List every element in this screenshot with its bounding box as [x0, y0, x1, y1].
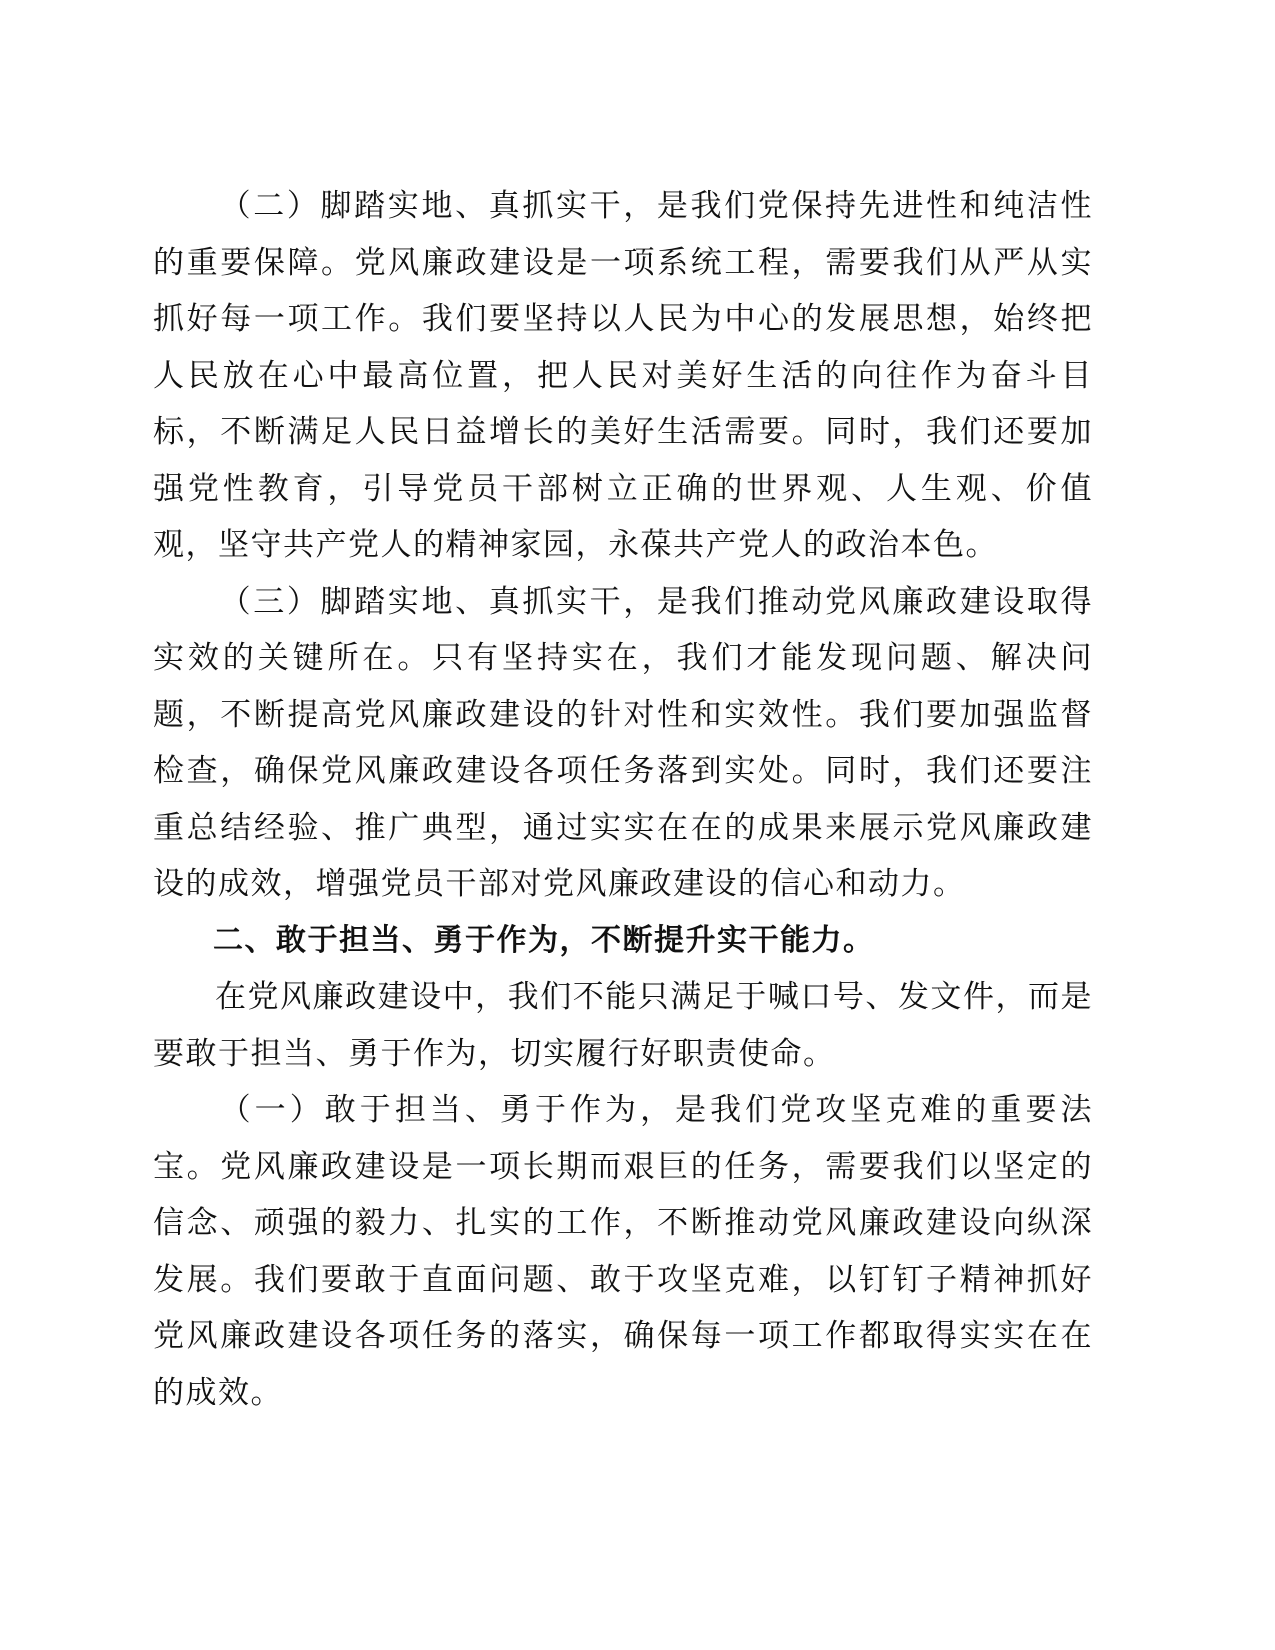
- paragraph-section-2-3: （三）脚踏实地、真抓实干，是我们推动党风廉政建设取得实效的关键所在。只有坚持实在，我们才能发现问题、解决问题，不断提高党风廉政建设的针对性和实效性。我们要加强监督检查，确保党风廉政建设各项任务落到实处。同时，我们还要注重总结经验、推广典型，通过实实在在的成果来展示党风廉政建设的成效，增强党员干部对党风廉政建设的信心和动力。: [153, 583, 1093, 902]
- paragraph-section-2-1: （一）敢于担当、勇于作为，是我们党攻坚克难的重要法宝。党风廉政建设是一项长期而艰巨的任务，需要我们以坚定的信念、顽强的毅力、扎实的工作，不断推动党风廉政建设向纵深发展。我们要敢于直面问题、敢于攻坚克难，以钉钉子精神抓好党风廉政建设各项任务的落实，确保每一项工作都取得实实在在的成效。: [153, 1092, 1093, 1411]
- paragraph-section-intro: 在党风廉政建设中，我们不能只满足于喊口号、发文件，而是要敢于担当、勇于作为，切实履行好职责使命。: [153, 979, 1093, 1072]
- paragraph-section-2-2: （二）脚踏实地、真抓实干，是我们党保持先进性和纯洁性的重要保障。党风廉政建设是一项系统工程，需要我们从严从实抓好每一项工作。我们要坚持以人民为中心的发展思想，始终把人民放在心中最高位置，把人民对美好生活的向往作为奋斗目标，不断满足人民日益增长的美好生活需要。同时，我们还要加强党性教育，引导党员干部树立正确的世界观、人生观、价值观，坚守共产党人的精神家园，永葆共产党人的政治本色。: [153, 188, 1093, 563]
- document-body: [153, 178, 1093, 1421]
- section-heading-2: 二、敢于担当、勇于作为，不断提升实干能力。: [213, 922, 875, 958]
